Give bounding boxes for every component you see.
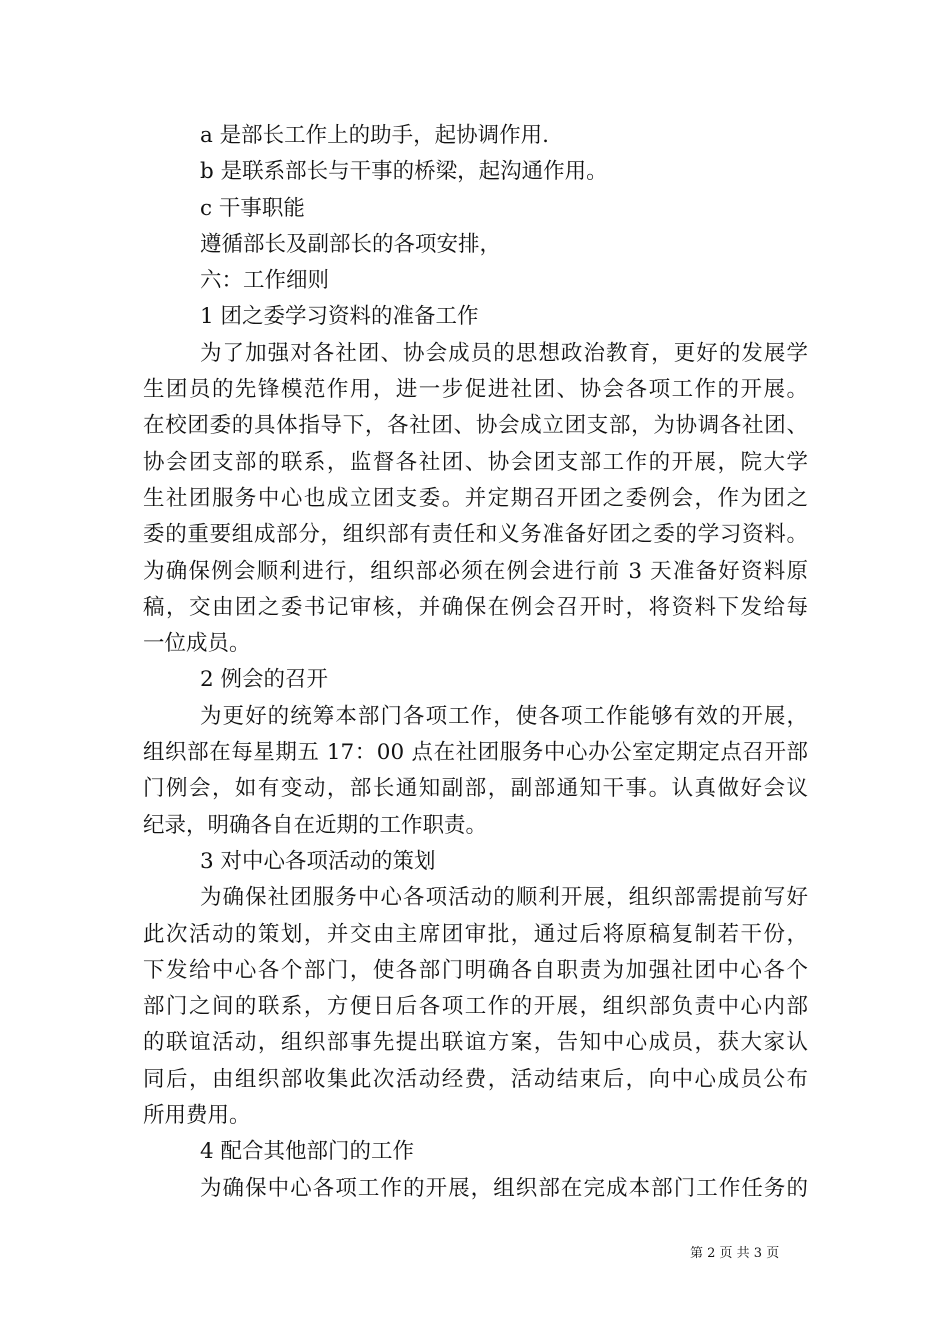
text-line: 组织部在每星期五 17：00 点在社团服务中心办公室定期定点召开部 bbox=[143, 740, 808, 766]
text-line: 协会团支部的联系，监督各社团、协会团支部工作的开展，院大学 bbox=[143, 449, 808, 475]
text-line: 门例会，如有变动，部长通知副部，副部通知干事。认真做好会议 bbox=[143, 776, 808, 802]
text-line: 为确保中心各项工作的开展，组织部在完成本部门工作任务的 bbox=[200, 1175, 808, 1201]
text-line: a 是部长工作上的助手，起协调作用. bbox=[200, 123, 549, 148]
text-line: 3 对中心各项活动的策划 bbox=[200, 848, 436, 874]
text-line: 同后，由组织部收集此次活动经费，活动结束后，向中心成员公布 bbox=[143, 1066, 808, 1092]
text-line: c 干事职能 bbox=[200, 195, 305, 221]
text-line: 为确保例会顺利进行，组织部必须在例会进行前 3 天准备好资料原 bbox=[143, 558, 808, 584]
text-line: 下发给中心各个部门，使各部门明确各自职责为加强社团中心各个 bbox=[143, 957, 808, 983]
text-line: 生社团服务中心也成立团支委。并定期召开团之委例会，作为团之 bbox=[143, 485, 808, 511]
text-line: 2 例会的召开 bbox=[200, 667, 329, 693]
text-line: b 是联系部长与干事的桥梁，起沟通作用。 bbox=[200, 159, 608, 185]
page-number-footer: 第 2 页 共 3 页 bbox=[690, 1246, 780, 1261]
text-line: 4 配合其他部门的工作 bbox=[200, 1139, 415, 1165]
text-line: 为更好的统筹本部门各项工作，使各项工作能够有效的开展， bbox=[200, 703, 808, 729]
text-line: 稿，交由团之委书记审核，并确保在例会召开时，将资料下发给每 bbox=[143, 594, 808, 620]
text-line: 委的重要组成部分，组织部有责任和义务准备好团之委的学习资料。 bbox=[143, 522, 808, 548]
text-line: 生团员的先锋模范作用，进一步促进社团、协会各项工作的开展。 bbox=[143, 377, 808, 403]
text-line: 遵循部长及副部长的各项安排， bbox=[200, 231, 502, 257]
text-line: 1 团之委学习资料的准备工作 bbox=[200, 304, 479, 330]
text-line: 一位成员。 bbox=[143, 631, 251, 657]
text-line: 此次活动的策划，并交由主席团审批，通过后将原稿复制若干份， bbox=[143, 921, 808, 947]
text-line: 为确保社团服务中心各项活动的顺利开展，组织部需提前写好 bbox=[200, 885, 808, 911]
text-line: 在校团委的具体指导下，各社团、协会成立团支部，为协调各社团、 bbox=[143, 413, 808, 439]
text-line: 纪录，明确各自在近期的工作职责。 bbox=[143, 812, 488, 838]
text-line: 为了加强对各社团、协会成员的思想政治教育，更好的发展学 bbox=[200, 340, 808, 366]
document-body bbox=[143, 118, 808, 1207]
text-line: 部门之间的联系，方便日后各项工作的开展，组织部负责中心内部 bbox=[143, 994, 808, 1020]
text-line: 所用费用。 bbox=[143, 1103, 251, 1129]
text-line: 的联谊活动，组织部事先提出联谊方案，告知中心成员，获大家认 bbox=[143, 1030, 808, 1056]
text-line: 六：工作细则 bbox=[200, 268, 330, 294]
